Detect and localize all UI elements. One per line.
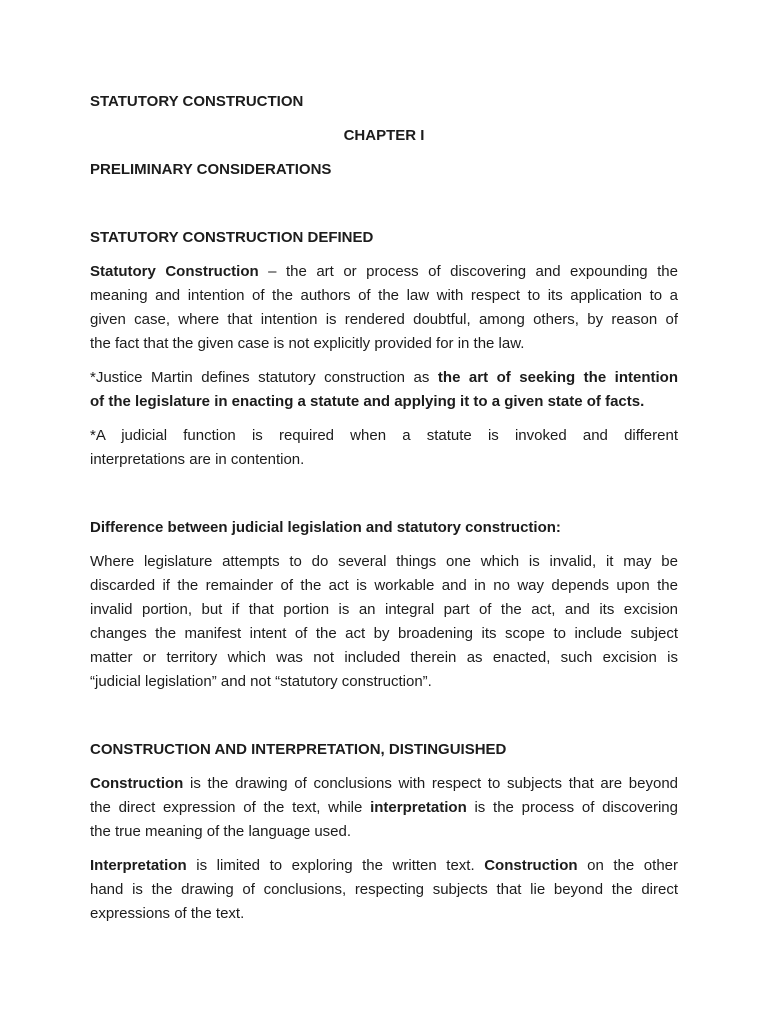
text-line <box>90 878 678 902</box>
text-line <box>90 424 678 448</box>
text-run: CHAPTER I <box>343 127 425 144</box>
text-run: the fact that the given case is not explicitly provided for in the law. <box>90 335 525 352</box>
text-run: STATUTORY CONSTRUCTION DEFINED <box>90 229 374 246</box>
text-run: Difference between judicial legislation and statutory construction: <box>90 519 561 536</box>
text-run: is limited to exploring the written text. <box>186 857 485 874</box>
text-run: expressions of the text. <box>90 905 245 922</box>
section-heading <box>90 516 678 540</box>
text-run: PRELIMINARY CONSIDERATIONS <box>90 161 332 178</box>
text-run: Interpretation <box>90 857 187 874</box>
text-run: meaning and intention of the authors of the law with respect to its application to a <box>90 287 678 304</box>
text-line <box>90 738 678 762</box>
text-run: the true meaning of the language used. <box>90 823 352 840</box>
text-run: STATUTORY CONSTRUCTION <box>90 93 304 110</box>
section-heading <box>90 124 678 148</box>
text-run: the art of seeking the intention <box>437 369 678 386</box>
text-line <box>90 390 678 414</box>
text-run: is the process of discovering <box>466 799 678 816</box>
text-line <box>90 854 678 878</box>
text-run: on the other <box>577 857 678 874</box>
body-paragraph <box>90 260 678 356</box>
text-run: “judicial legislation” and not “statutory construction”. <box>90 673 432 690</box>
text-run: given case, where that intention is rendered doubtful, among others, by reason of <box>90 311 678 328</box>
text-line <box>90 772 678 796</box>
section-heading <box>90 226 678 250</box>
text-run: CONSTRUCTION AND INTERPRETATION, DISTINGUISHED <box>90 741 507 758</box>
text-line <box>90 158 678 182</box>
body-paragraph <box>90 854 678 926</box>
text-line <box>90 598 678 622</box>
text-run: of the legislature in enacting a statute and applying it to a given state of facts. <box>90 393 645 410</box>
text-line <box>90 366 678 390</box>
text-run: Construction <box>484 857 578 874</box>
text-line <box>90 622 678 646</box>
text-run: interpretations are in contention. <box>90 451 305 468</box>
text-line <box>90 820 678 844</box>
body-paragraph <box>90 772 678 844</box>
blank-line <box>90 704 678 728</box>
text-run: Construction <box>90 775 184 792</box>
text-run: changes the manifest intent of the act by broadening its scope to include subject <box>90 625 678 642</box>
section-heading <box>90 738 678 762</box>
text-line <box>90 796 678 820</box>
text-line <box>90 902 678 926</box>
text-line <box>90 448 678 472</box>
text-run: *Justice Martin defines statutory construction as <box>90 369 438 386</box>
body-paragraph <box>90 550 678 694</box>
text-run: is the drawing of conclusions with respect to subjects that are beyond <box>183 775 678 792</box>
text-line <box>90 124 678 148</box>
text-line <box>90 90 678 114</box>
text-run: invalid portion, but if that portion is an integral part of the act, and its excision <box>90 601 678 618</box>
text-line <box>90 332 678 356</box>
text-run: Where legislature attempts to do several things one which is invalid, it may be <box>90 553 678 570</box>
text-line <box>90 646 678 670</box>
text-run: interpretation <box>370 799 467 816</box>
text-line <box>90 226 678 250</box>
text-line <box>90 516 678 540</box>
text-line <box>90 550 678 574</box>
blank-line <box>90 482 678 506</box>
body-paragraph <box>90 424 678 472</box>
text-line <box>90 260 678 284</box>
text-run: – the art or process of discovering and expounding the <box>258 263 678 280</box>
text-line <box>90 308 678 332</box>
text-run: discarded if the remainder of the act is workable and in no way depends upon the <box>90 577 678 594</box>
body-paragraph <box>90 366 678 414</box>
text-run: hand is the drawing of conclusions, respecting subjects that lie beyond the direct <box>90 881 678 898</box>
blank-line <box>90 192 678 216</box>
text-line <box>90 574 678 598</box>
section-heading <box>90 90 678 114</box>
text-run: matter or territory which was not included therein as enacted, such excision is <box>90 649 678 666</box>
text-run: Statutory Construction <box>90 263 259 280</box>
text-run: the direct expression of the text, while <box>90 799 371 816</box>
section-heading <box>90 158 678 182</box>
text-line <box>90 284 678 308</box>
text-line <box>90 670 678 694</box>
text-run: *A judicial function is required when a statute is invoked and different <box>90 427 678 444</box>
